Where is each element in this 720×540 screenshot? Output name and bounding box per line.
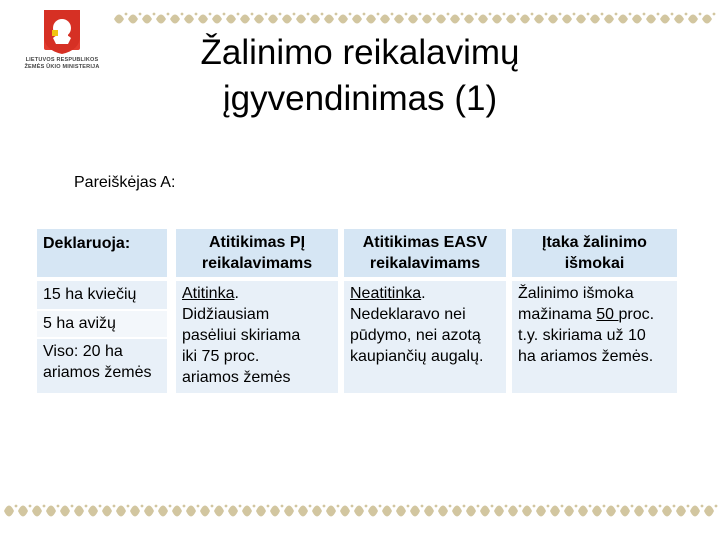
ornament-leaf (256, 506, 266, 517)
ornament-dot (223, 13, 226, 16)
ornament-leaf (18, 506, 28, 517)
logo-text-line2: ŽEMĖS ŪKIO MINISTERIJA (24, 64, 100, 70)
ornament-dot (435, 505, 438, 508)
slide-title (110, 30, 610, 122)
ornament-leaf (326, 506, 336, 517)
ornament-leaf (352, 15, 362, 24)
header-declared: Deklaruoja: (37, 229, 167, 277)
ornament-leaf (548, 15, 558, 24)
ornament-leaf (438, 506, 448, 517)
ornament-dot (505, 505, 508, 508)
ornament-leaf (114, 15, 124, 24)
ornament-leaf (228, 506, 238, 517)
pi-status: Atitinka (182, 285, 235, 302)
impact-cell (512, 281, 677, 393)
ornament-dot (617, 505, 620, 508)
ornament-dot (575, 505, 578, 508)
title-line2: įgyvendinimas (1) (222, 79, 498, 118)
ornament-dot (713, 13, 716, 16)
impact-line2: mažinama 50 proc. (518, 306, 655, 323)
ornament-leaf (508, 506, 518, 517)
ornament-leaf (436, 15, 446, 24)
ornament-dot (377, 13, 380, 16)
logo-text-line1: LIETUVOS RESPUBLIKOS (25, 57, 99, 63)
ornament-leaf (688, 15, 698, 24)
ornament-leaf (128, 15, 138, 24)
ornament-dot (433, 13, 436, 16)
pi-line: pasėliui skiriama (182, 327, 301, 344)
ornament-leaf (338, 15, 348, 24)
pi-status-line: Atitinka. (182, 285, 239, 302)
ornament-leaf (704, 506, 714, 517)
ornament-dot (181, 13, 184, 16)
pi-line: ariamos žemės (182, 369, 291, 386)
ornament-leaf (466, 506, 476, 517)
ornament-dot (673, 505, 676, 508)
ornament-dot (209, 13, 212, 16)
ornament-dot (461, 13, 464, 16)
header-easv-line2: reikalavimams (369, 255, 481, 272)
pi-line: iki 75 proc. (182, 348, 260, 365)
ornament-leaf (492, 15, 502, 24)
ornament-dot (393, 505, 396, 508)
easv-line: pūdymo, nei azotą (350, 327, 481, 344)
ornament-leaf (226, 15, 236, 24)
ornament-dot (587, 13, 590, 16)
ornament-leaf (130, 506, 140, 517)
ornament-leaf (674, 15, 684, 24)
ornament-dot (99, 505, 102, 508)
ornament-leaf (646, 15, 656, 24)
title-line1: Žalinimo reikalavimų (200, 33, 520, 72)
ornament-leaf (142, 15, 152, 24)
ornament-dot (267, 505, 270, 508)
ornament-leaf (618, 15, 628, 24)
ornament-dot (491, 505, 494, 508)
ornament-leaf (340, 506, 350, 517)
ornament-dot (113, 505, 116, 508)
ornament-leaf (366, 15, 376, 24)
ornament-dot (407, 505, 410, 508)
ornament-dot (265, 13, 268, 16)
declared-total-line1: Viso: 20 ha (43, 343, 123, 360)
ornament-leaf (32, 506, 42, 517)
ornament-leaf (660, 15, 670, 24)
ornament-leaf (662, 506, 672, 517)
ornament-dot (253, 505, 256, 508)
easv-line: Nedeklaravo nei (350, 306, 466, 323)
ornament-leaf (242, 506, 252, 517)
ornament-leaf (88, 506, 98, 517)
declared-row-wheat: 15 ha kviečių (37, 281, 167, 309)
ornament-leaf (604, 15, 614, 24)
ornament-dot (701, 505, 704, 508)
ornament-leaf (60, 506, 70, 517)
ornament-leaf (422, 15, 432, 24)
ornament-dot (419, 13, 422, 16)
ornament-dot (631, 505, 634, 508)
ornament-dot (685, 13, 688, 16)
ornament-dot (239, 505, 242, 508)
ornament-leaf (74, 506, 84, 517)
header-pi-line2: reikalavimams (201, 255, 313, 272)
ornament-leaf (522, 506, 532, 517)
ornament-leaf (296, 15, 306, 24)
impact-percent: 50 (596, 306, 619, 323)
ornament-dot (29, 505, 32, 508)
ornament-dot (657, 13, 660, 16)
ornament-dot (477, 505, 480, 508)
ornament-dot (659, 505, 662, 508)
ornament-leaf (520, 15, 530, 24)
ornament-dot (615, 13, 618, 16)
ornament-dot (559, 13, 562, 16)
ornament-dot (391, 13, 394, 16)
easv-line: kaupiančių augalų. (350, 348, 484, 365)
declared-row-oats: 5 ha avižų (37, 311, 167, 337)
ornament-dot (321, 13, 324, 16)
ornament-leaf (46, 506, 56, 517)
ornament-dot (573, 13, 576, 16)
applicant-label: Pareiškėjas A: (74, 174, 176, 191)
pi-compliance-cell (176, 281, 338, 393)
ornament-leaf (324, 15, 334, 24)
header-impact (512, 229, 677, 277)
ornament-leaf (382, 506, 392, 517)
easv-compliance-cell (344, 281, 506, 393)
ornament-dot (323, 505, 326, 508)
ornament-dot (153, 13, 156, 16)
ornament-dot (351, 505, 354, 508)
ornament-leaf (564, 506, 574, 517)
ornament-dot (517, 13, 520, 16)
ornament-dot (671, 13, 674, 16)
impact-line1: Žalinimo išmoka (518, 285, 634, 302)
ornament-leaf (298, 506, 308, 517)
ornament-dot (307, 13, 310, 16)
ornament-leaf (648, 506, 658, 517)
ornament-leaf (254, 15, 264, 24)
easv-status-line: Neatitinka. (350, 285, 426, 302)
declared-row-total (37, 339, 167, 393)
ornament-dot (281, 505, 284, 508)
ornament-leaf (158, 506, 168, 517)
ornament-dot (533, 505, 536, 508)
ornament-leaf (354, 506, 364, 517)
ornament-dot (43, 505, 46, 508)
ornament-leaf (268, 15, 278, 24)
ornament-leaf (408, 15, 418, 24)
ornament-leaf (606, 506, 616, 517)
ornament-leaf (200, 506, 210, 517)
ornament-leaf (576, 15, 586, 24)
ornament-leaf (284, 506, 294, 517)
top-ornament-border (110, 8, 720, 30)
ornament-dot (309, 505, 312, 508)
ornament-dot (503, 13, 506, 16)
ornament-leaf (184, 15, 194, 24)
ornament-dot (237, 13, 240, 16)
ornament-dot (447, 13, 450, 16)
ornament-leaf (562, 15, 572, 24)
ornament-dot (127, 505, 130, 508)
ornament-dot (463, 505, 466, 508)
ornament-dot (71, 505, 74, 508)
ornament-leaf (676, 506, 686, 517)
ornament-leaf (170, 15, 180, 24)
ornament-dot (169, 505, 172, 508)
ornament-leaf (102, 506, 112, 517)
header-easv-compliance (344, 229, 506, 277)
ornament-dot (139, 13, 142, 16)
ornament-leaf (632, 15, 642, 24)
ornament-leaf (450, 15, 460, 24)
ornament-dot (643, 13, 646, 16)
header-impact-line1: Įtaka žalinimo (542, 234, 647, 251)
ornament-leaf (506, 15, 516, 24)
ornament-leaf (312, 506, 322, 517)
ornament-dot (603, 505, 606, 508)
ornament-leaf (282, 15, 292, 24)
ornament-leaf (494, 506, 504, 517)
header-easv-line1: Atitikimas EASV (362, 234, 488, 251)
ornament-dot (687, 505, 690, 508)
ornament-leaf (590, 15, 600, 24)
ornament-leaf (144, 506, 154, 517)
ornament-dot (349, 13, 352, 16)
ornament-leaf (186, 506, 196, 517)
ornament-dot (155, 505, 158, 508)
impact-line3: t.y. skiriama už 10 (518, 327, 646, 344)
ornament-leaf (396, 506, 406, 517)
ornament-dot (125, 13, 128, 16)
ornament-dot (489, 13, 492, 16)
pi-line: Didžiausiam (182, 306, 270, 323)
ornament-dot (363, 13, 366, 16)
ornament-dot (295, 505, 298, 508)
declared-total-line2: ariamos žemės (43, 364, 152, 381)
ornament-leaf (620, 506, 630, 517)
ornament-leaf (424, 506, 434, 517)
ornament-leaf (212, 15, 222, 24)
ornament-leaf (702, 15, 712, 24)
easv-status: Neatitinka (350, 285, 422, 302)
ornament-dot (141, 505, 144, 508)
ornament-dot (225, 505, 228, 508)
ornament-dot (475, 13, 478, 16)
ornament-dot (337, 505, 340, 508)
ornament-leaf (690, 506, 700, 517)
ornament-dot (195, 13, 198, 16)
ornament-dot (335, 13, 338, 16)
ornament-leaf (536, 506, 546, 517)
ornament-leaf (578, 506, 588, 517)
ornament-leaf (310, 15, 320, 24)
ornament-leaf (172, 506, 182, 517)
ornament-dot (519, 505, 522, 508)
ornament-dot (545, 13, 548, 16)
ornament-dot (601, 13, 604, 16)
ornament-leaf (464, 15, 474, 24)
ministry-logo (22, 8, 102, 76)
ornament-dot (251, 13, 254, 16)
ornament-dot (279, 13, 282, 16)
header-pi-compliance (176, 229, 338, 277)
ornament-dot (197, 505, 200, 508)
ornament-dot (293, 13, 296, 16)
ornament-dot (715, 505, 718, 508)
ornament-dot (561, 505, 564, 508)
header-impact-line2: išmokai (564, 255, 625, 272)
ornament-dot (589, 505, 592, 508)
ornament-dot (547, 505, 550, 508)
ornament-leaf (4, 506, 14, 517)
header-pi-line1: Atitikimas PĮ (208, 234, 306, 251)
ornament-leaf (394, 15, 404, 24)
coat-of-arms-icon (22, 8, 102, 56)
ornament-dot (421, 505, 424, 508)
ornament-leaf (410, 506, 420, 517)
ornament-leaf (480, 506, 490, 517)
ornament-leaf (550, 506, 560, 517)
ornament-dot (531, 13, 534, 16)
ornament-dot (15, 505, 18, 508)
ornament-leaf (592, 506, 602, 517)
ornament-dot (405, 13, 408, 16)
ornament-leaf (534, 15, 544, 24)
ornament-leaf (634, 506, 644, 517)
ornament-dot (57, 505, 60, 508)
ornament-dot (699, 13, 702, 16)
impact-line4: ha ariamos žemės. (518, 348, 654, 365)
ornament-dot (167, 13, 170, 16)
ornament-dot (211, 505, 214, 508)
ornament-dot (379, 505, 382, 508)
ornament-dot (365, 505, 368, 508)
ornament-leaf (380, 15, 390, 24)
ornament-leaf (198, 15, 208, 24)
ornament-leaf (214, 506, 224, 517)
ornament-leaf (240, 15, 250, 24)
ornament-dot (645, 505, 648, 508)
ornament-dot (183, 505, 186, 508)
ornament-leaf (452, 506, 462, 517)
ornament-leaf (116, 506, 126, 517)
ornament-leaf (368, 506, 378, 517)
ornament-leaf (270, 506, 280, 517)
ornament-dot (449, 505, 452, 508)
ornament-leaf (478, 15, 488, 24)
ornament-dot (85, 505, 88, 508)
ornament-dot (629, 13, 632, 16)
bottom-ornament-border (0, 498, 720, 524)
ornament-leaf (156, 15, 166, 24)
